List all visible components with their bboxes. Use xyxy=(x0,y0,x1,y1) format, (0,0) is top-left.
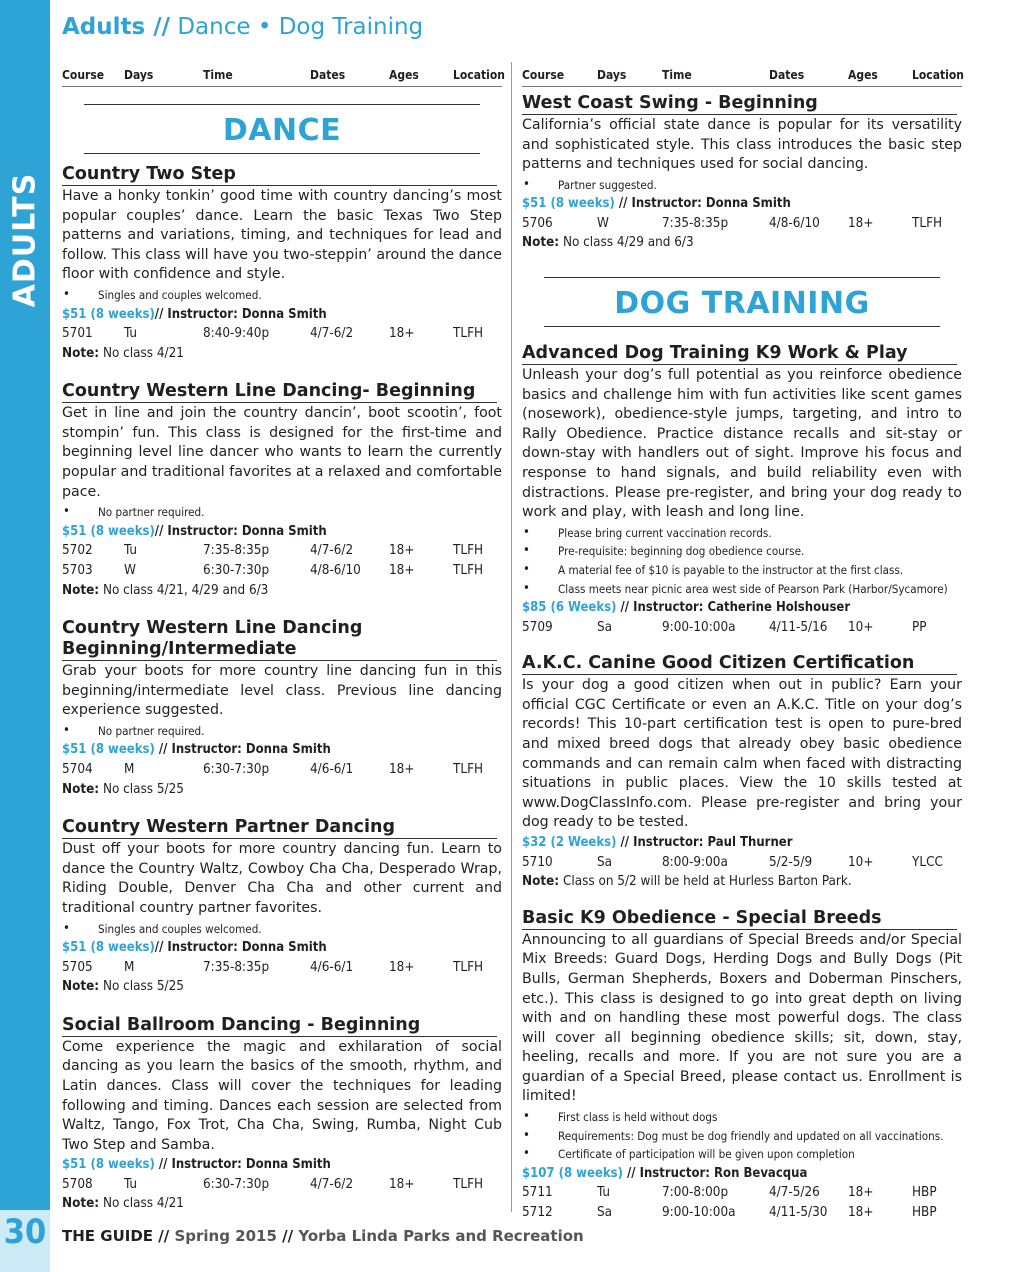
schedule-row xyxy=(522,1203,962,1223)
dog-training-courses xyxy=(522,343,962,1222)
course-price: $32 (2 Weeks) xyxy=(522,835,617,851)
course-note-item: • Pre-requisite: beginning dog obedience course. xyxy=(522,542,962,561)
course-number: 5704 xyxy=(62,761,93,777)
course-dates: 4/7-6/2 xyxy=(310,1176,354,1192)
course-note xyxy=(62,344,502,364)
course-location: YLCC xyxy=(912,854,943,870)
course-note xyxy=(62,977,502,997)
course-title: Social Ballroom Dancing - Beginning xyxy=(62,1015,497,1037)
header-subtitle: Dance • Dog Training xyxy=(177,14,424,40)
course-time: 9:00-10:00a xyxy=(662,1204,736,1220)
note-label: Note: xyxy=(62,979,100,995)
course-title: Basic K9 Obedience - Special Breeds xyxy=(522,908,957,930)
col-ages: Ages xyxy=(848,68,878,82)
footer-guide: THE GUIDE // xyxy=(62,1227,170,1245)
schedule-row xyxy=(62,958,502,978)
course-note-item: • No partner required. xyxy=(62,503,502,522)
course-notes-list xyxy=(62,503,502,522)
header-category: Adults // xyxy=(62,14,171,40)
course-dates: 4/11-5/30 xyxy=(769,1204,828,1220)
col-course: Course xyxy=(62,68,105,82)
course-note xyxy=(62,581,502,601)
course-price: $51 (8 weeks) xyxy=(62,523,155,539)
left-column xyxy=(62,62,505,1214)
course-dates: 4/7-6/2 xyxy=(310,543,354,559)
course-location: TLFH xyxy=(453,326,484,342)
schedule-row xyxy=(62,324,502,344)
course-ages: 18+ xyxy=(848,215,874,231)
course-fee xyxy=(62,305,502,325)
note-text: Class on 5/2 will be held at Hurless Barton Park. xyxy=(562,874,852,890)
course-fee xyxy=(62,740,502,760)
course-ages: 18+ xyxy=(848,1185,874,1201)
course-number: 5710 xyxy=(522,854,553,870)
course-location: PP xyxy=(912,619,927,635)
col-ages: Ages xyxy=(389,68,419,82)
course-time: 7:35-8:35p xyxy=(203,543,270,559)
course-fee xyxy=(62,522,502,542)
course-instructor: // Instructor: Ron Bevacqua xyxy=(622,1165,808,1181)
course-note-item: • First class is held without dogs xyxy=(522,1108,962,1127)
course-fee xyxy=(522,1164,962,1184)
course-price: $51 (8 weeks) xyxy=(62,940,155,956)
course-ages: 10+ xyxy=(848,854,874,870)
course-description: Get in line and join the country dancin’, boot scootin’, foot stompin’ fun. This class is designed for the first-time and beginning level line dancer who wants to learn the currently popular and traditional favorites at a relaxed and comfortable pace. xyxy=(62,405,502,500)
course-time: 7:35-8:35p xyxy=(662,215,729,231)
column-divider xyxy=(511,62,512,1212)
course-time: 6:30-7:30p xyxy=(203,761,270,777)
note-text: No class 5/25 xyxy=(102,781,184,797)
col-dates: Dates xyxy=(310,68,346,82)
course-price: $107 (8 weeks) xyxy=(522,1165,623,1181)
course-location: TLFH xyxy=(453,1176,484,1192)
schedule-row xyxy=(62,1175,502,1195)
course-days: Tu xyxy=(124,1176,137,1192)
sidebar-label: ADULTS xyxy=(7,172,43,308)
section-title-dance: DANCE xyxy=(84,104,480,154)
course-days: Tu xyxy=(124,326,137,342)
course-ages: 18+ xyxy=(389,562,415,578)
dance-courses xyxy=(62,164,502,1214)
course-fee xyxy=(522,194,962,214)
course-days: Tu xyxy=(124,543,137,559)
course-dates: 4/7-5/26 xyxy=(769,1185,820,1201)
course-description: Is your dog a good citizen when out in public? Earn your official CGC Certificate or even an A.K.C. Title on your dog’s records! This 10-part certification test is open to pure-bred and mixed breed dogs that already obey basic obedience commands and can remain calm when faced with distracting situations in public places. View the 10 skills tested at www.DogClassInfo.com. Please pre-register and bring your dog ready to be tested. xyxy=(522,677,962,831)
course-listing xyxy=(522,908,962,1223)
course-time: 8:40-9:40p xyxy=(203,326,270,342)
course-title: Country Western Line Dancing Beginning/Intermediate xyxy=(62,618,497,661)
course-instructor: // Instructor: Donna Smith xyxy=(154,742,331,758)
course-description: Dust off your boots for more country dancing fun. Learn to dance the Country Waltz, Cowboy Cha Cha, Desperado Wrap, Riding Double, Denver Cha Cha and other current and traditional country partner favorites. xyxy=(62,841,502,916)
note-label: Note: xyxy=(62,582,100,598)
note-text: No class 5/25 xyxy=(102,979,184,995)
course-note xyxy=(62,1194,502,1214)
column-header xyxy=(62,62,505,87)
course-listing xyxy=(62,618,502,799)
course-number: 5709 xyxy=(522,619,553,635)
course-note-item: • Please bring current vaccination records. xyxy=(522,524,962,543)
schedule-row xyxy=(522,214,962,234)
note-label: Note: xyxy=(62,1196,100,1212)
course-note xyxy=(522,872,962,892)
course-number: 5702 xyxy=(62,543,93,559)
course-listing xyxy=(62,817,502,997)
course-listing xyxy=(522,93,962,253)
course-instructor: // Instructor: Paul Thurner xyxy=(616,835,793,851)
course-number: 5711 xyxy=(522,1185,553,1201)
course-time: 8:00-9:00a xyxy=(662,854,728,870)
course-dates: 4/8-6/10 xyxy=(310,562,361,578)
note-label: Note: xyxy=(62,781,100,797)
course-days: W xyxy=(597,215,609,231)
course-days: W xyxy=(124,562,136,578)
course-notes-list xyxy=(62,722,502,741)
course-time: 7:00-8:00p xyxy=(662,1185,729,1201)
course-note-item: • No partner required. xyxy=(62,722,502,741)
course-days: Sa xyxy=(597,619,613,635)
col-dates: Dates xyxy=(769,68,805,82)
course-listing xyxy=(62,1015,502,1214)
note-text: No class 4/29 and 6/3 xyxy=(562,235,694,251)
course-instructor: // Instructor: Donna Smith xyxy=(154,523,327,539)
col-time: Time xyxy=(662,68,692,82)
right-column xyxy=(522,62,962,1223)
col-time: Time xyxy=(203,68,233,82)
course-ages: 10+ xyxy=(848,619,874,635)
course-location: TLFH xyxy=(453,543,484,559)
col-days: Days xyxy=(124,68,154,82)
course-days: Sa xyxy=(597,1204,613,1220)
course-listing xyxy=(62,164,502,363)
note-text: No class 4/21 xyxy=(102,345,184,361)
footer-sep: // xyxy=(282,1227,294,1245)
course-ages: 18+ xyxy=(389,543,415,559)
course-instructor: // Instructor: Donna Smith xyxy=(614,196,791,212)
course-notes-list xyxy=(522,1108,962,1164)
course-listing xyxy=(522,653,962,891)
course-fee xyxy=(522,598,962,618)
section-title-dog-training: DOG TRAINING xyxy=(544,277,940,327)
course-instructor: // Instructor: Donna Smith xyxy=(154,940,327,956)
course-price: $51 (8 weeks) xyxy=(62,742,155,758)
course-note-item: • Requirements: Dog must be dog friendly and updated on all vaccinations. xyxy=(522,1127,962,1146)
page-header xyxy=(62,14,423,40)
course-location: TLFH xyxy=(912,215,943,231)
course-days: M xyxy=(124,761,135,777)
course-number: 5703 xyxy=(62,562,93,578)
course-instructor: // Instructor: Donna Smith xyxy=(154,1157,331,1173)
course-ages: 18+ xyxy=(389,761,415,777)
col-days: Days xyxy=(597,68,627,82)
footer xyxy=(62,1227,584,1245)
course-location: TLFH xyxy=(453,959,484,975)
course-number: 5706 xyxy=(522,215,553,231)
course-instructor: // Instructor: Catherine Holshouser xyxy=(616,600,851,616)
course-listing xyxy=(522,343,962,637)
course-note-item: • Class meets near picnic area west side of Pearson Park (Harbor/Sycamore) xyxy=(522,580,962,599)
course-note-item: • Singles and couples welcomed. xyxy=(62,920,502,939)
course-listing xyxy=(62,381,502,600)
course-location: HBP xyxy=(912,1204,937,1220)
course-note xyxy=(62,780,502,800)
course-description: Grab your boots for more country line dancing fun in this beginning/intermediate level class. Previous line dancing experience suggested. xyxy=(62,663,502,719)
course-price: $51 (8 weeks) xyxy=(522,196,615,212)
course-notes-list xyxy=(62,920,502,939)
column-header xyxy=(522,62,962,87)
course-days: Tu xyxy=(597,1185,610,1201)
course-ages: 18+ xyxy=(389,959,415,975)
course-note-item: • Partner suggested. xyxy=(522,176,962,195)
schedule-row xyxy=(522,1183,962,1203)
course-description: California’s official state dance is popular for its versatility and sophisticated style. This class introduces the basic step patterns and techniques used for social dancing. xyxy=(522,117,962,173)
course-dates: 4/8-6/10 xyxy=(769,215,820,231)
course-location: HBP xyxy=(912,1185,937,1201)
course-price: $51 (8 weeks) xyxy=(62,306,155,322)
note-label: Note: xyxy=(62,345,100,361)
course-time: 7:35-8:35p xyxy=(203,959,270,975)
course-title: A.K.C. Canine Good Citizen Certification xyxy=(522,653,957,675)
schedule-row xyxy=(62,760,502,780)
course-dates: 5/2-5/9 xyxy=(769,854,813,870)
course-time: 9:00-10:00a xyxy=(662,619,736,635)
schedule-row xyxy=(62,561,502,581)
course-time: 6:30-7:30p xyxy=(203,1176,270,1192)
course-price: $85 (6 Weeks) xyxy=(522,600,617,616)
course-note-item: • Singles and couples welcomed. xyxy=(62,286,502,305)
course-title: West Coast Swing - Beginning xyxy=(522,93,957,115)
course-ages: 18+ xyxy=(389,1176,415,1192)
note-text: No class 4/21, 4/29 and 6/3 xyxy=(102,582,269,598)
course-dates: 4/6-6/1 xyxy=(310,761,354,777)
course-days: Sa xyxy=(597,854,613,870)
footer-org: Yorba Linda Parks and Recreation xyxy=(298,1227,584,1245)
col-course: Course xyxy=(522,68,565,82)
course-title: Country Western Partner Dancing xyxy=(62,817,497,839)
page-number: 30 xyxy=(3,1212,47,1252)
course-days: M xyxy=(124,959,135,975)
course-price: $51 (8 weeks) xyxy=(62,1157,155,1173)
course-dates: 4/6-6/1 xyxy=(310,959,354,975)
course-note-item: • A material fee of $10 is payable to the instructor at the first class. xyxy=(522,561,962,580)
footer-season: Spring 2015 xyxy=(174,1227,277,1245)
schedule-row xyxy=(62,541,502,561)
course-title: Country Two Step xyxy=(62,164,497,186)
col-location: Location xyxy=(912,68,964,82)
schedule-row xyxy=(522,853,962,873)
course-number: 5701 xyxy=(62,326,93,342)
course-description: Come experience the magic and exhilaration of social dancing as you learn the basics of the smooth, rhythm, and Latin dances. Class will cover the techniques for leading following and timing. Dances each session are selected from Waltz, Tango, Fox Trot, Cha Cha, Swing, Rumba, Night Cub Two Step and Samba. xyxy=(62,1038,502,1153)
note-label: Note: xyxy=(522,235,560,251)
course-fee xyxy=(522,833,962,853)
course-fee xyxy=(62,938,502,958)
note-label: Note: xyxy=(522,874,560,890)
course-time: 6:30-7:30p xyxy=(203,562,270,578)
course-number: 5712 xyxy=(522,1204,553,1220)
course-ages: 18+ xyxy=(389,326,415,342)
course-description: Have a honky tonkin’ good time with country dancing’s most popular couples’ dance. Learn the basic Texas Two Step patterns and variations, timing, and techniques for lead and follow. This class will have you two-steppin’ around the dance floor with confidence and style. xyxy=(62,188,502,283)
course-instructor: // Instructor: Donna Smith xyxy=(154,306,327,322)
course-description: Unleash your dog’s full potential as you reinforce obedience basics and challenge him with fun activities like scent games (nosework), obedience-style jumps, targeting, and intro to Rally Obedience. Practice distance recalls and sit-stay or down-stay with handlers out of sight. Improve his focus and response to hand signals, and build reliability even with distractions. Please pre-register, and bring your dog ready to work and play, with leash and long line. xyxy=(522,367,962,521)
course-number: 5705 xyxy=(62,959,93,975)
course-dates: 4/11-5/16 xyxy=(769,619,828,635)
course-fee xyxy=(62,1155,502,1175)
course-notes-list xyxy=(522,176,962,195)
course-title: Country Western Line Dancing- Beginning xyxy=(62,381,497,403)
course-description: Announcing to all guardians of Special Breeds and/or Special Mix Breeds: Guard Dogs, Herding Dogs and Bully Dogs (Pit Bulls, German Shepherds, Boxers and Doberman Pinschers, etc.). This class is designed to go into great depth on living with and on handling these most powerful dogs. The class will cover all beginning obedience skills; sit, down, stay, heeling, recalls and more. If you are not sure you are a guardian of a Special Breed, please contact us. Enrollment is limited! xyxy=(522,931,962,1105)
course-dates: 4/7-6/2 xyxy=(310,326,354,342)
schedule-row xyxy=(522,618,962,638)
swing-course xyxy=(522,93,962,253)
note-text: No class 4/21 xyxy=(102,1196,184,1212)
course-notes-list xyxy=(62,286,502,305)
course-ages: 18+ xyxy=(848,1204,874,1220)
col-location: Location xyxy=(453,68,505,82)
course-number: 5708 xyxy=(62,1176,93,1192)
course-notes-list xyxy=(522,524,962,598)
course-note xyxy=(522,233,962,253)
course-location: TLFH xyxy=(453,562,484,578)
course-note-item: • Certificate of participation will be given upon completion xyxy=(522,1145,962,1164)
course-location: TLFH xyxy=(453,761,484,777)
course-title: Advanced Dog Training K9 Work & Play xyxy=(522,343,957,365)
